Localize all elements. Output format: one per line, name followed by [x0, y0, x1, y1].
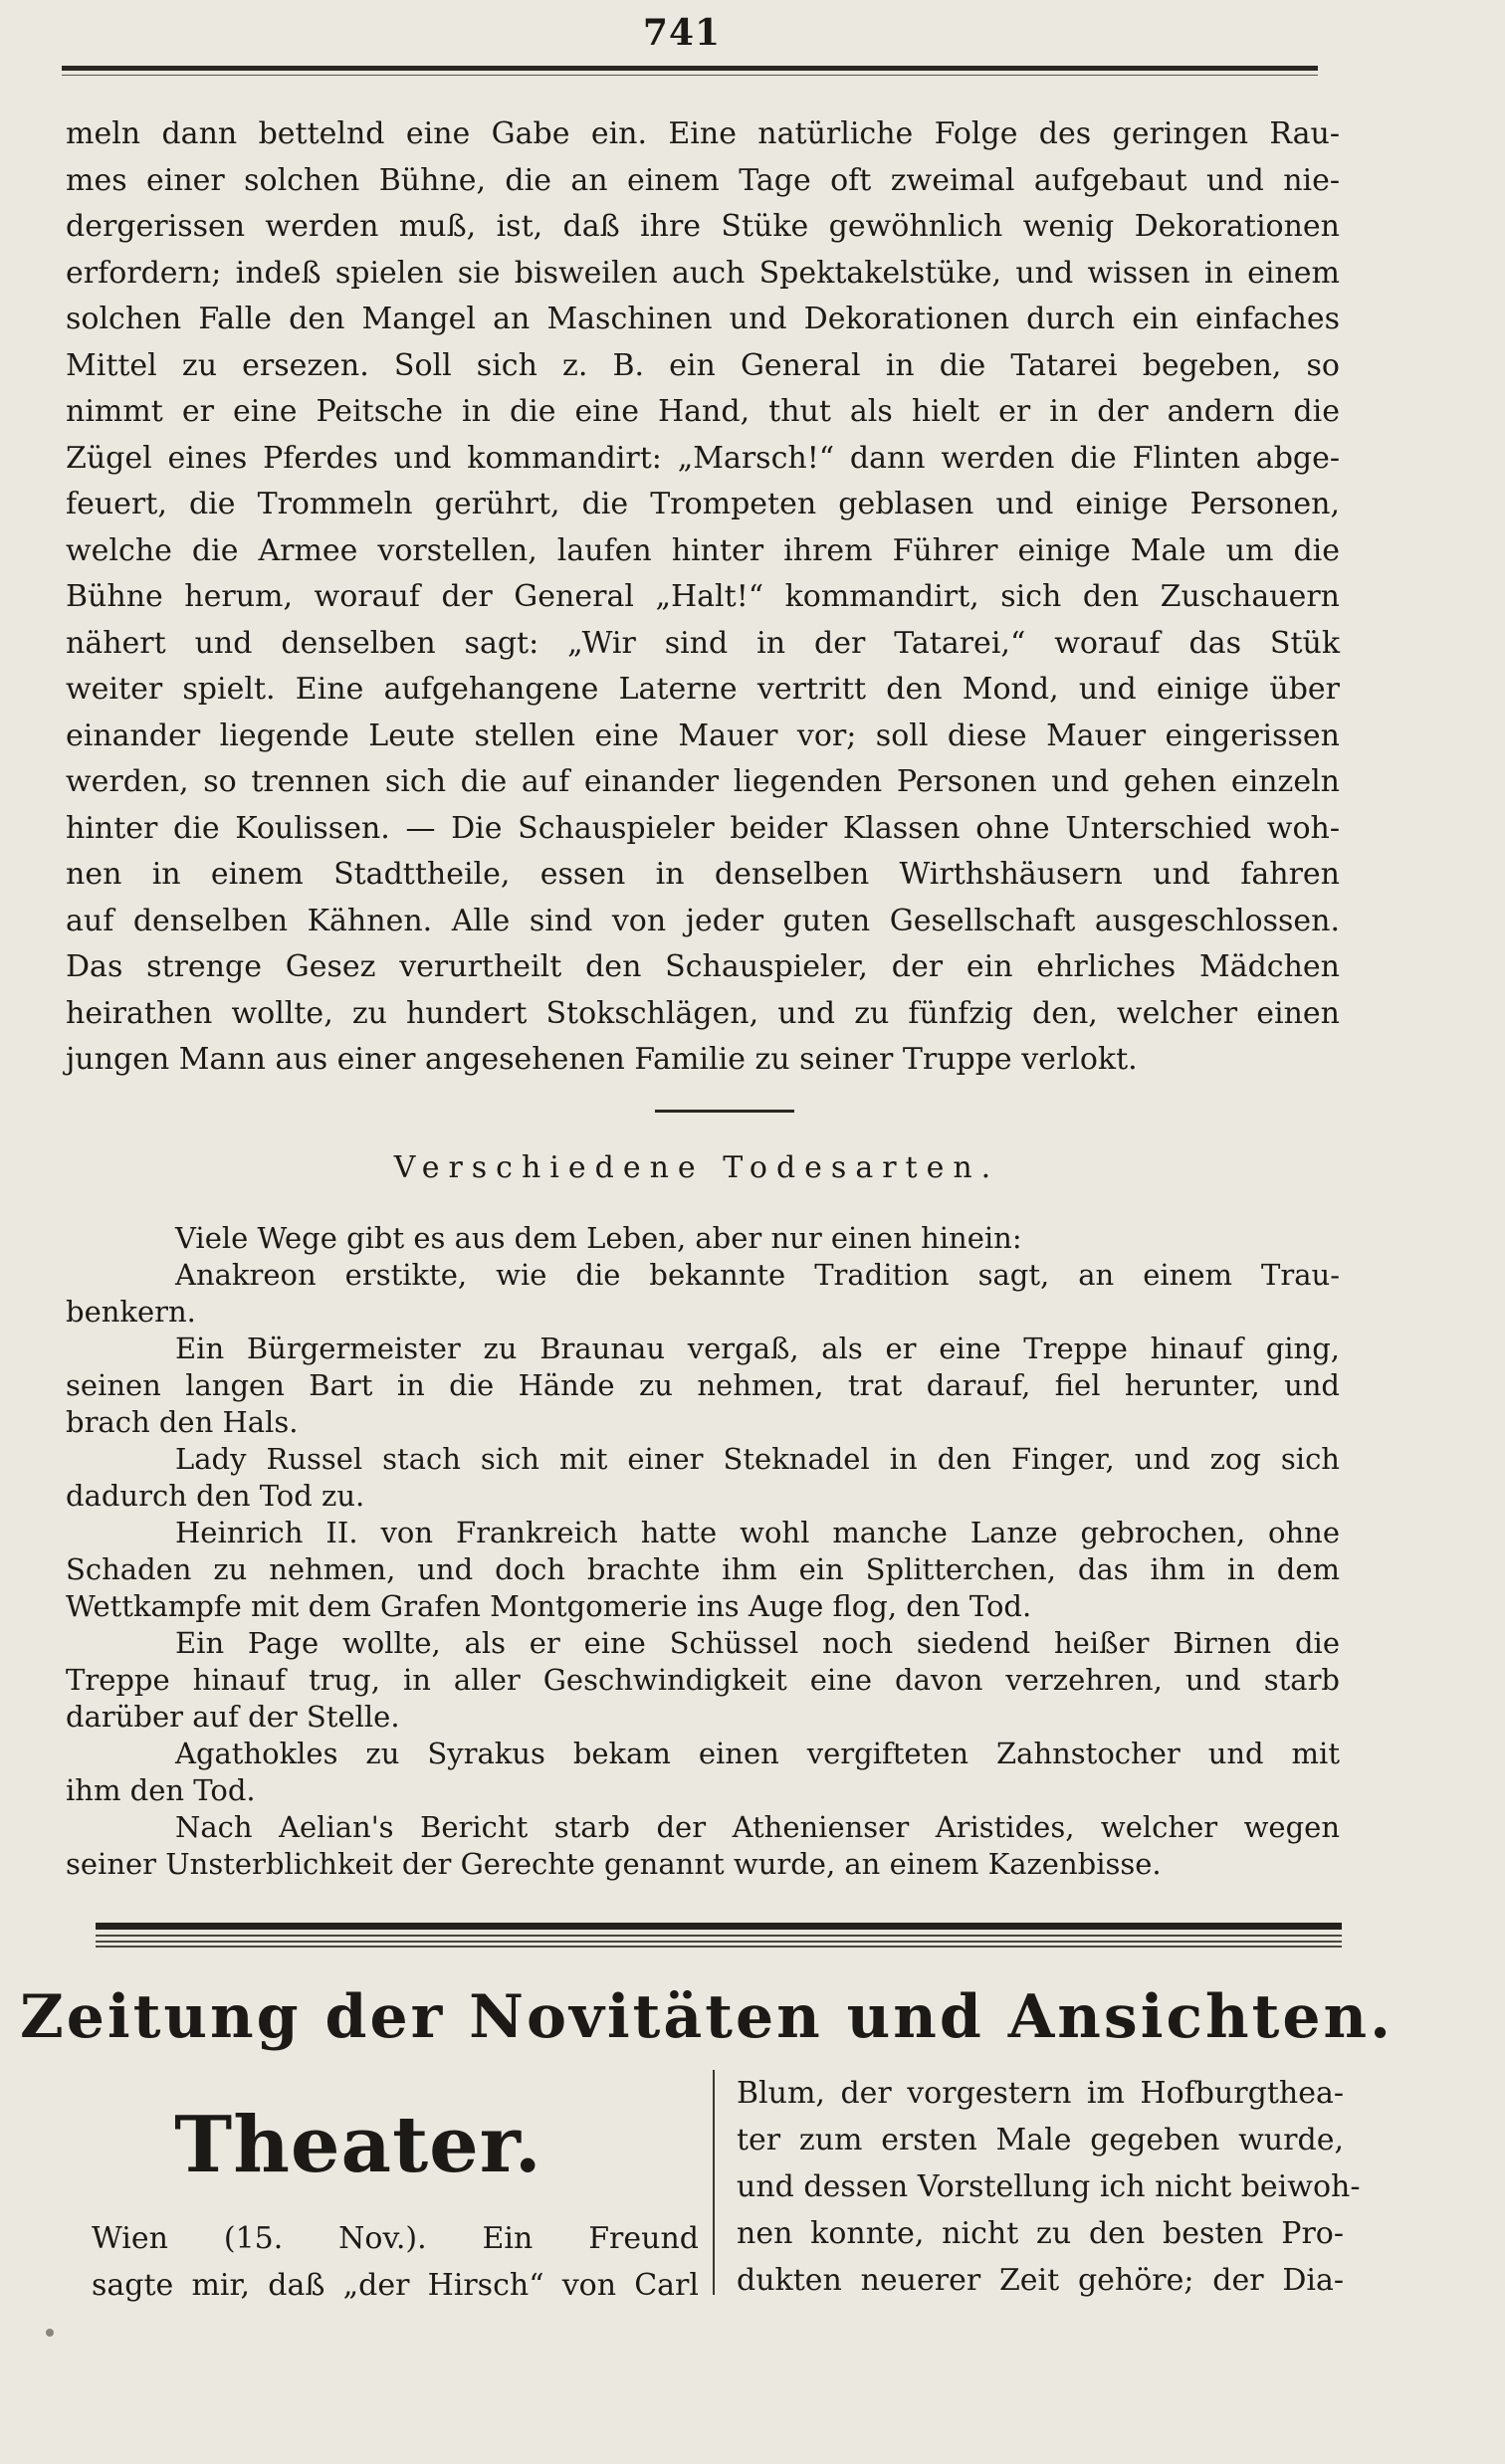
deaths-line: seiner Unsterblichkeit der Gerechte genannt wurde, an einem Kazenbisse. — [66, 1847, 1162, 1881]
theater-heading: Theater. — [174, 2100, 542, 2190]
deaths-line: Nach Aelian's Bericht starb der Athenienser Aristides, welcher wegen — [175, 1810, 1340, 1844]
masthead-title: Zeitung der Novitäten und Ansichten. — [19, 1982, 1395, 2052]
header-rule — [62, 66, 1318, 71]
page-number: 741 — [642, 12, 722, 54]
masthead-rule-thin — [96, 1946, 1342, 1948]
essay-line: nimmt er eine Peitsche in die eine Hand, thut als hielt er in der andern die — [66, 394, 1340, 429]
essay-line: heirathen wollte, zu hundert Stokschlägen, und zu fünfzig den, welcher einen — [66, 995, 1340, 1031]
deaths-line: Agathokles zu Syrakus bekam einen vergifteten Zahnstocher und mit — [175, 1737, 1340, 1770]
essay-line: einander liegende Leute stellen eine Mauer vor; soll diese Mauer eingerissen — [66, 718, 1340, 753]
deaths-line: darüber auf der Stelle. — [66, 1700, 400, 1734]
deaths-line: Treppe hinauf trug, in aller Geschwindigkeit eine davon verzehren, und starb — [66, 1663, 1340, 1697]
essay-line: dergerissen werden muß, ist, daß ihre Stüke gewöhnlich wenig Dekorationen — [66, 209, 1340, 244]
essay-line: mes einer solchen Bühne, die an einem Tage oft zweimal aufgebaut und nie- — [66, 162, 1340, 198]
deaths-line: Lady Russel stach sich mit einer Steknadel in den Finger, und zog sich — [175, 1442, 1340, 1476]
essay-line: solchen Falle den Mangel an Maschinen und Dekorationen durch ein einfaches — [66, 302, 1340, 336]
masthead-rule-thin — [96, 1935, 1342, 1937]
deaths-line: Schaden zu nehmen, und doch brachte ihm ein Splitterchen, das ihm in dem — [66, 1552, 1340, 1586]
essay-line: nähert und denselben sagt: „Wir sind in der Tatarei,“ worauf das Stük — [66, 625, 1340, 661]
section-heading: Verschiedene Todesarten. — [393, 1150, 1000, 1185]
essay-line: erfordern; indeß spielen sie bisweilen auch Spektakelstüke, und wissen in einem — [66, 255, 1340, 291]
deaths-line: benkern. — [66, 1295, 196, 1329]
left-column — [92, 2215, 699, 2309]
deaths-line: brach den Hals. — [66, 1405, 299, 1439]
essay-line: Das strenge Gesez verurtheilt den Schauspieler, der ein ehrliches Mädchen — [66, 949, 1340, 984]
masthead-rule-thin — [96, 1941, 1342, 1943]
essay-line: jungen Mann aus einer angesehenen Familie zu seiner Truppe verlokt. — [66, 1042, 1138, 1077]
essay-line: auf denselben Kähnen. Alle sind von jeder guten Gesellschaft ausgeschlossen. — [66, 903, 1340, 938]
column-divider — [713, 2070, 715, 2295]
essay-line: welche die Armee vorstellen, laufen hinter ihrem Führer einige Male um die — [66, 532, 1340, 568]
deaths-line: Viele Wege gibt es aus dem Leben, aber nur einen hinein: — [175, 1221, 1022, 1255]
essay-line: hinter die Koulissen. — Die Schauspieler beider Klassen ohne Unterschied woh- — [66, 810, 1340, 846]
right-column-line: dukten neuerer Zeit gehöre; der Dia- — [737, 2263, 1344, 2298]
essay-line: nen in einem Stadttheile, essen in denselben Wirthshäusern und fahren — [66, 857, 1340, 892]
essay-line: meln dann bettelnd eine Gabe ein. Eine natürliche Folge des geringen Rau- — [66, 116, 1340, 151]
essay-line: weiter spielt. Eine aufgehangene Laterne vertritt den Mond, und einige über — [66, 672, 1340, 707]
deaths-line: Ein Page wollte, als er eine Schüssel noch siedend heißer Birnen die — [175, 1626, 1340, 1660]
ink-spot — [46, 2329, 54, 2337]
right-column-line: Blum, der vorgestern im Hofburgthea- — [737, 2076, 1344, 2111]
left-column-line: Wien (15. Nov.). Ein Freund — [92, 2221, 699, 2256]
deaths-line: seinen langen Bart in die Hände zu nehmen, trat darauf, fiel herunter, und — [66, 1368, 1340, 1402]
essay-line: Mittel zu ersezen. Soll sich z. B. ein General in die Tatarei begeben, so — [66, 347, 1340, 383]
deaths-line: Ein Bürgermeister zu Braunau vergaß, als er eine Treppe hinauf ging, — [175, 1332, 1340, 1365]
deaths-line: ihm den Tod. — [66, 1773, 256, 1807]
essay-line: Bühne herum, worauf der General „Halt!“ kommandirt, sich den Zuschauern — [66, 579, 1340, 614]
masthead-rule-thick — [96, 1923, 1342, 1930]
essay-text — [66, 111, 1340, 1084]
right-column-line: ter zum ersten Male gegeben wurde, — [737, 2123, 1344, 2157]
deaths-line: Anakreon erstikte, wie die bekannte Tradition sagt, an einem Trau- — [175, 1258, 1340, 1292]
right-column — [737, 2070, 1361, 2304]
essay-line: werden, so trennen sich die auf einander liegenden Personen und gehen einzeln — [66, 764, 1340, 799]
deaths-line: Heinrich II. von Frankreich hatte wohl manche Lanze gebrochen, ohne — [175, 1516, 1340, 1549]
section-divider — [655, 1110, 794, 1113]
right-column-line: und dessen Vorstellung ich nicht beiwoh- — [737, 2169, 1361, 2204]
deaths-line: dadurch den Tod zu. — [66, 1479, 365, 1513]
right-column-line: nen konnte, nicht zu den besten Pro- — [737, 2216, 1344, 2251]
masthead-rule — [96, 1921, 1342, 1949]
left-column-line: sagte mir, daß „der Hirsch“ von Carl — [92, 2268, 699, 2303]
deaths-text — [66, 1220, 1340, 1883]
essay-line: Zügel eines Pferdes und kommandirt: „Marsch!“ dann werden die Flinten abge- — [66, 440, 1340, 476]
deaths-line: Wettkampfe mit dem Grafen Montgomerie ins Auge flog, den Tod. — [66, 1589, 1032, 1623]
essay-line: feuert, die Trommeln gerührt, die Trompeten geblasen und einige Personen, — [66, 487, 1340, 521]
